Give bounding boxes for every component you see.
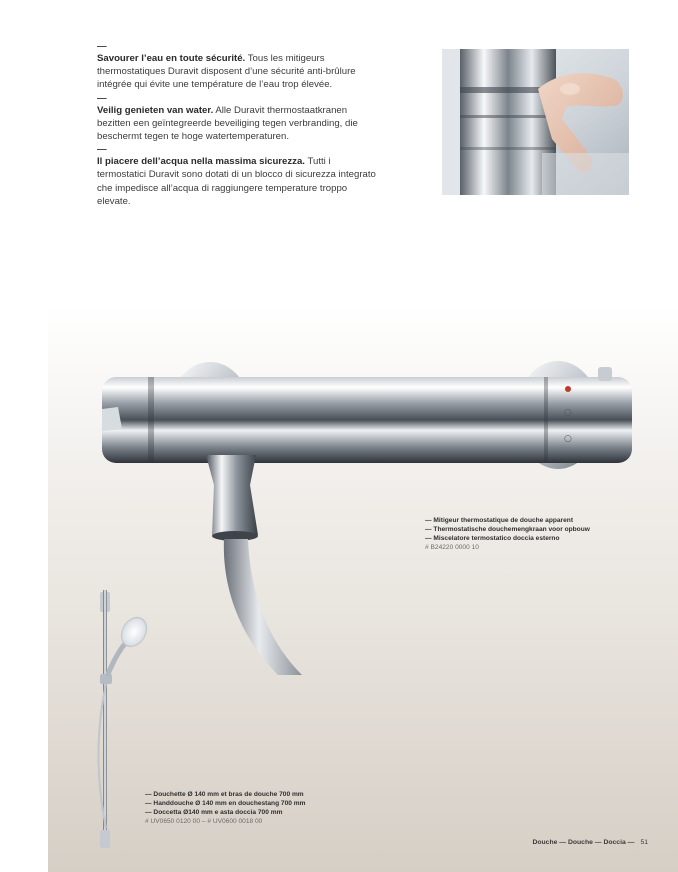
- paragraph-dash: —: [97, 92, 107, 104]
- thermostat-mixer-image: [88, 355, 648, 675]
- paragraph-lead: Savourer l’eau en toute sécurité.: [97, 53, 246, 64]
- paragraph-lead: Il piacere dell’acqua nella massima sicurezza.: [97, 156, 305, 168]
- paragraph-dutch: [97, 94, 377, 144]
- page-footer: [532, 839, 648, 846]
- product-code: # UV0650 0120 00 – # UV0600 0018 00: [145, 818, 263, 825]
- catalog-page: [48, 0, 678, 872]
- section-label: Douche — Douche — Doccia —: [532, 839, 635, 846]
- caption-line: — Douchette Ø 140 mm et bras de douche 700 mm: [145, 791, 304, 798]
- page-margin: [0, 0, 48, 872]
- shower-rail-image: [92, 590, 152, 852]
- text-block: [97, 42, 377, 210]
- hand-on-thermostat-image: [442, 49, 629, 195]
- svg-text:○: ○: [564, 434, 572, 444]
- paragraph-dash: —: [97, 41, 107, 52]
- paragraph-dash: —: [97, 144, 107, 156]
- paragraph-french: [97, 42, 377, 92]
- paragraph-body: Tutti i termostatici Duravit sono dotati di un blocco di sicurezza integrato che impedisce all’acqua di raggiungere temperature troppo elevate.: [97, 156, 376, 207]
- caption-line: — Doccetta Ø140 mm e asta doccia 700 mm: [145, 809, 283, 816]
- paragraph-italian: [97, 145, 377, 208]
- shower-caption: [145, 790, 306, 826]
- caption-line: — Thermostatische douchemengkraan voor opbouw: [425, 526, 590, 533]
- page-number: 51: [640, 839, 648, 846]
- product-code: # B24220 0000 10: [425, 544, 479, 551]
- caption-line: — Mitigeur thermostatique de douche apparent: [425, 517, 574, 524]
- mixer-caption: [425, 516, 590, 552]
- caption-line: — Handdouche Ø 140 mm en douchestang 700 mm: [145, 800, 306, 807]
- paragraph-body: Tous les mitigeurs thermostatiques Duravit disposent d’une sécurité anti-brûlure intégrée qui évite une température de l’eau trop élevée.: [97, 53, 356, 91]
- detail-photo: [442, 49, 629, 195]
- paragraph-lead: Veilig genieten van water.: [97, 104, 214, 116]
- svg-text:○: ○: [564, 408, 572, 418]
- caption-line: — Miscelatore termostatico doccia esterno: [425, 535, 560, 542]
- paragraph-body: Alle Duravit thermostaatkranen bezitten een geïntegreerde beveiliging tegen verbranding, die beschermt tegen te hoge watertemperaturen.: [97, 104, 358, 143]
